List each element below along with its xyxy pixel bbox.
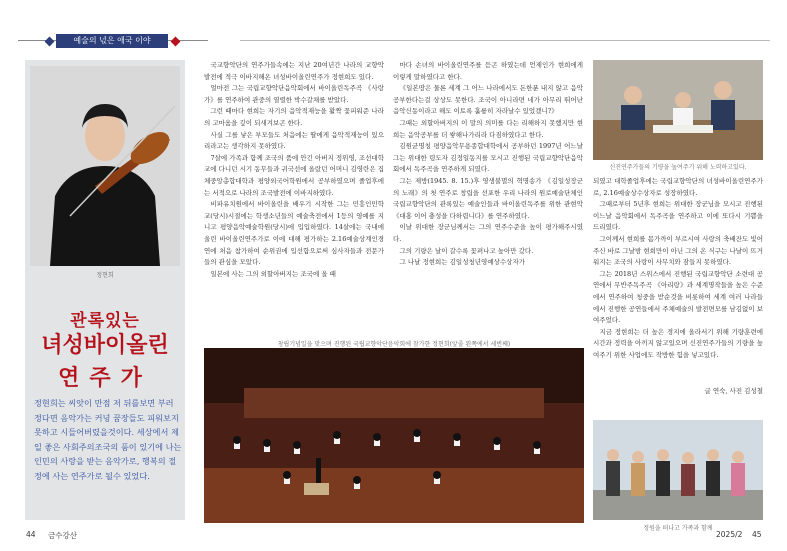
text-column-1	[204, 60, 384, 346]
header-rule-right	[240, 40, 770, 41]
section-title: 예술의 넋은 애국 이야	[56, 34, 168, 48]
photo-caption: 정현희	[96, 272, 114, 279]
paragraph: 일본에 사는 그의 외할아버지는 조국에 올 때	[210, 269, 336, 278]
headline	[25, 306, 185, 392]
lead-paragraph: 정현희는 씨앗이 만점 저 뒤를보면 부러 정다면 음악가는 커녕 꿈장들도 피워보지 못하고 시들어버렸을것이다. 세상에서 제일 좋은 사회주의조국의 품이 있기에 나는 인민의 사랑을 받는 음악가로, 행복의 절정에 사는 연주가로 될수 있었다.	[34, 398, 182, 481]
paragraph: 마다 손녀의 바이올린연주를 듣곤 하였는데 언제인가 현희에게 이렇게 말하였다고 한다.	[393, 61, 583, 81]
paragraph: 그의 기량은 날이 갈수록 꽃펴나고 높아만 갔다.	[399, 246, 534, 255]
orchestra-photo	[204, 348, 584, 523]
teaching-photo	[593, 60, 763, 160]
issue-date: 2025/2	[716, 530, 743, 539]
text-column-2	[393, 60, 583, 336]
headline-line-3: 연주가	[58, 366, 152, 391]
orchestra-caption: 창립기념일을 맞으며 진행된 국립교향악단음악회에 참가한 정현희(앞줄 왼쪽에서 세번째)	[277, 341, 511, 348]
text-column-3	[593, 176, 763, 376]
paragraph: 지금 정현희는 더 높은 경지에 올라서기 위해 기량훈련에 시간과 정력을 아끼지 않고있으며 신진연주가들의 기량을 높여주기 위한 사업에도 작방한 힘을 넣고있다.	[593, 327, 763, 359]
paragraph: 그는 2018년 스위스에서 진행된 국립교향악단 소련대 공연에서 무반주독주곡 《아리랑》과 세계명작들을 높은 수준에서 연주하여 청중을 받순것을 비롯하여 세계 여러 나라들에서 진행한 공연들에서 주체예술의 발전면모를 남김없이 보여주었다.	[593, 269, 763, 325]
paragraph: 김원균명칭 평양음악무용종합대학에서 공부하던 1997년 어느날 그는 위대한 령도자 김정일동지를 모시고 진행된 국립교향악단음악회에서 독주곡을 연주하게 되였다.	[393, 142, 583, 174]
paragraph: 사실 그를 낳은 부모들도 처음에는 딸에게 음악적재능이 있으리라고는 생각하지 못하였다.	[204, 130, 384, 151]
paragraph: 그는 제방(1945. 8. 15.)후 영생불멸의 혁명송가 《김일성장군의 노래》의 첫 연주로 창립을 선포한 우리 나라의 원로예술단체인 국립교향악단의 관록있는 예술인들과 바이올린독주를 위한 관현악 《대홍 이어 충성을 다하렵니다》를 연주하였다.	[393, 176, 583, 220]
header-diamond-left	[45, 37, 55, 47]
paragraph: 되였고 대학졸업후에는 국립교향악단의 녀성바이올린연주가로, 2.16예술상수상자로 성장하였다.	[593, 177, 763, 197]
family-caption: 정원을 떠나고 가족과 함께	[643, 525, 713, 532]
paragraph: 그때로부터 5년후 현희는 위대한 장군님을 모시고 진행된 이느날 음악회에서 독주곡을 연주하고 이에 또다시 기쁨을 드리였다.	[593, 200, 763, 232]
violinist-photo	[30, 66, 180, 266]
paragraph: 그때는 외할아버지의 이 말의 의미를 다는 리해하지 못했지만 현희는 음악공부를 더 쌓해나가리라 다짐하였다고 한다.	[393, 118, 583, 139]
paragraph: 얼마전 그는 국립교향악단음악회에서 바이올린독주곡 《사랑가》를 연주하여 관중의 열렬한 박수갈채를 받았다.	[204, 84, 384, 104]
headline-line-2: 녀성바이올린	[41, 333, 169, 358]
byline: 글 연숙, 사진 김성철	[704, 387, 763, 395]
page-number-left: 44	[26, 530, 36, 539]
family-photo	[593, 420, 763, 520]
paragraph: 이날 위대한 장군님께서는 그의 연주수준을 높이 평가해주시였다.	[393, 223, 583, 243]
teaching-caption: 신진연주가들의 기량을 높여주기 위해 노력하고있다.	[609, 164, 747, 171]
magazine-name: 금수강산	[48, 531, 77, 540]
page-number-right: 45	[752, 530, 762, 539]
paragraph: 7살에 가족과 함께 조국의 품에 안긴 아버지 정위영, 조선대학교에 다니던 시기 동무들과 귀국선에 올랐던 어머니 김영란은 집체중앙총합대학과 평양외국어학원에서 공부하였으며 졸업후에는 서적으로 나라의 조국발전에 이바지하였다.	[204, 153, 384, 197]
paragraph: 그런 때마다 현희는 자기의 음악적재능을 활짝 꽃피워준 나라의 고마움을 깊이 되새겨보곤 한다.	[204, 107, 384, 127]
paragraph: 그이께서 현희를 몸가까이 부르시여 사랑의 축배잔도 빛어주신 바로 그날밤 현희만이 아닌 그의 온 식구는 나날이 뜨거워지는 조국의 사랑이 사무치와 잠들지 못하였다.	[593, 234, 763, 267]
header-diamond-right	[171, 37, 181, 47]
paragraph: 그 나날 정현희는 김일성청년영예상수상자가	[399, 258, 525, 267]
headline-line-1: 관록있는	[70, 311, 140, 331]
paragraph: 《일본땅은 물론 세계 그 어느 나라에서도 돈한푼 내지 않고 음악공부한다는걸 상상도 못한다. 조국이 아니라면 네가 아무리 뛰어난 음악신동이라고 해도 이토록 훌륭히 자라날수 있었겠니?》	[393, 84, 583, 116]
paragraph: 국교향악단의 연주가들속에는 지난 20여년간 나라의 교향악발전에 적극 이바지해온 녀성바이올린연주가 정현희도 있다.	[204, 61, 384, 81]
paragraph: 비파유치원에서 바이올린을 배우기 시작한 그는 민흥인민학교(당시)시절에는 학생소년들의 예술축전에서 1등의 영예를 지니고 평양음악예술학원(당시)에 입입하였다. 14살에는 국내에 울린 바이올린연주가로 이에 대해 평가하는 2.16예술상계인경연에 처음 참가하여 순위권에 입선함으로써 심사자들과 전문가들의 관심을 모았다.	[204, 200, 384, 267]
